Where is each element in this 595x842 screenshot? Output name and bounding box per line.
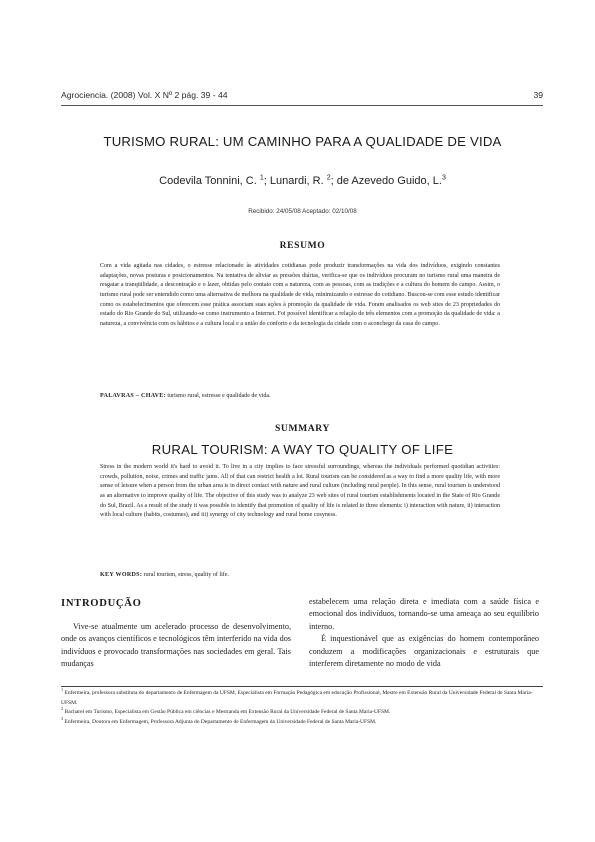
footnote-3-text: Enfermeira, Doutora em Enfermagem, Professora Adjunta do Departamento de Enfermagem da Universidade Federal de Santa Maria-UFSM. — [63, 718, 377, 725]
intro-left-column — [61, 621, 291, 671]
footnote-3-marker: 3 — [61, 715, 64, 721]
footnote-rule — [61, 686, 543, 687]
author-1: Codevila Tonnini, C. — [159, 175, 260, 187]
keywords-pt: turismo rural, estresse e qualidade de vida. — [165, 393, 271, 399]
author-2: ; Lunardi, R. — [263, 175, 327, 187]
author-2-affil: 2 — [326, 174, 331, 182]
received-accepted-dates: Recibido: 24/05/08 Aceptado: 02/10/08 — [248, 208, 357, 215]
article-title-pt: TURISMO RURAL: UM CAMINHO PARA A QUALIDADE DE VIDA — [103, 134, 502, 149]
footnote-3 — [61, 715, 543, 728]
resumo-text: Com a vida agitada nas cidades, o estresse relacionado às atividades cotidianas pode produzir transformações na vida dos indivíduos, exigindo constantes adaptações, novas posturas e posicionamentos. Na tentativa de aliviar as pressões diárias, verifica-se que os indivíduos procuram no turismo rural uma maneira de resgatar a tranqüilidade, a descontração e o lazer, obtidas pelo contato com a natureza, com as pessoas, com as tradições e a cultura do homem do campo. Assim, o turismo rural pode ser entendido como uma alternativa de melhora na qualidade de vida, minimizando o estresse do cotidiano. Buscou-se com esse estudo identificar como os estabelecimentos que oferecem esse prática associam suas ações à promoção da qualidade de vida. Foram analisados os web sites de 23 propriedades do estado do Rio Grande do Sul, utilizando-se como instrumento a Internet. Foi possível identificar a relação de três elementos com a promoção da qualidade de vida: a natureza, a convivência com os hábitos e a cultura local e a união do conforto e da tecnologia da cidade com o aconchego da casa do campo. — [100, 263, 500, 327]
summary-text: Stress in the modern world it's hard to avoid it. To live in a city implies to face stressful surroundings, whereas the individuals performed quotidian activities: crowds, pollution, noise, crimes and traffic jams. All of that can restrict health a lot. Rural tourism can be considered as a way to find a more quality life, with more sense of leisure when a person from the urban area is in direct contact with nature and rural culture (including rural people). In this sense, rural tourism is understood as an alternative to improve quality of life. The objective of this study was to analyze 23 web sites of rural tourism establishments located in the State of Rio Grande do Sul, Brazil. As a result of the study it was possible to identify that promotion of quality of life is related to three elements: i) interaction with nature, ii) interaction with local culture (habits, costumes), and iii) synergy of city technology and rural home cosyness. — [100, 464, 500, 519]
footnote-2-text: Bacharel em Turismo, Especialista em Gestão Pública em ciências e Mestranda em Extensão Rural da Universidade Federal de Santa Maria-UFSM. — [63, 709, 391, 715]
intro-paragraph-1-cont: estabelecem uma relação direta e imediata com a saúde física e emocional dos indivíduos, tornando-se uma ameaça ao seu equilíbrio interno. — [309, 597, 539, 631]
footnote-2-marker: 2 — [61, 706, 64, 712]
intro-paragraph-1: Vive-se atualmente um acelerado processo de desenvolvimento, onde os avanços científicos e tecnológicos têm interferido na vida dos indivíduos e provocado transformações nas sociedades em geral. Tais mudanças — [61, 622, 291, 669]
author-3: ; de Azevedo Guido, L. — [330, 175, 442, 187]
keywords-label-pt: PALAVRAS – CHAVE: — [100, 393, 166, 399]
introducao-heading: INTRODUÇÃO — [61, 598, 142, 609]
header-rule — [61, 105, 543, 106]
intro-paragraph-2: É inquestionável que as exigências do homem contemporâneo conduzem a modificações organizacionais e estruturais que interferem diretamente no modo de vida — [309, 634, 539, 669]
author-1-affil: 1 — [259, 174, 264, 182]
resumo-heading: RESUMO — [279, 240, 326, 251]
footnotes — [61, 689, 543, 727]
summary-heading: SUMMARY — [274, 423, 331, 434]
journal-citation: Agrociencia. (2008) Vol. X Nº 2 pág. 39 - 44 — [61, 90, 228, 100]
keywords-en: rural tourism, stress, quality of life. — [142, 572, 229, 578]
footnote-2 — [61, 708, 543, 718]
footnote-1-text: Enfermeira, professora substituta do departamento de Enfermagem da UFSM, Especialista em Formação Pedagógica em educação Profissional, Mestre em Extensão Rural da Universidade Federal de Santa Maria-UFSM. — [61, 690, 533, 706]
keywords-label-en: KEY WORDS: — [100, 572, 143, 578]
author-3-affil: 3 — [441, 174, 446, 182]
footnote-1 — [61, 689, 543, 708]
authors-line — [40, 175, 565, 187]
running-head — [61, 90, 543, 102]
article-title-en: RURAL TOURISM: A WAY TO QUALITY OF LIFE — [151, 442, 454, 457]
resumo-keywords — [100, 392, 500, 401]
footnote-1-marker: 1 — [61, 687, 64, 693]
page-number: 39 — [533, 90, 543, 100]
summary-keywords — [100, 571, 500, 580]
intro-right-column — [309, 596, 539, 670]
